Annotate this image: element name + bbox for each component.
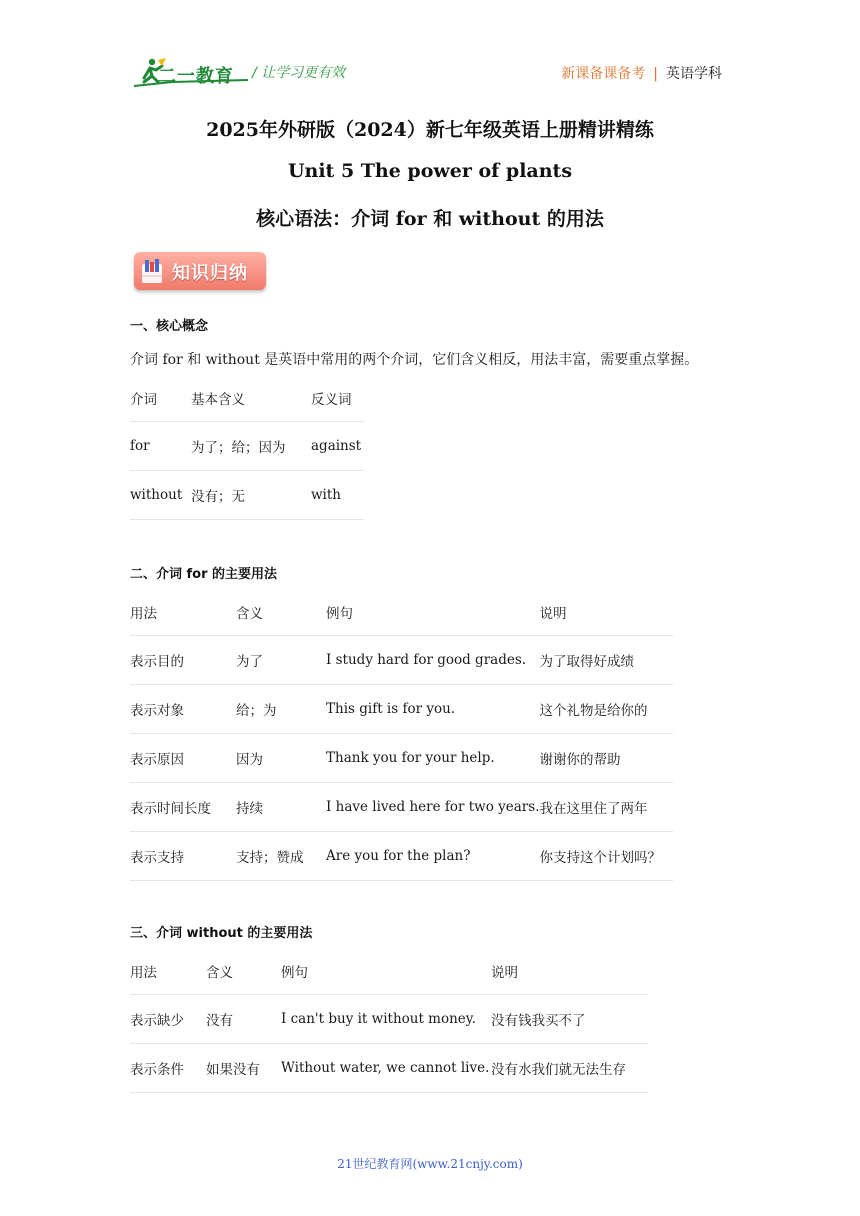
table-cell: for: [130, 422, 191, 471]
table-cell: 持续: [236, 783, 326, 832]
table-cell: 表示对象: [130, 685, 236, 734]
table-cell: 这个礼物是给你的: [539, 685, 673, 734]
table-cell: 为了: [236, 636, 326, 685]
section-heading-without-usage: 三、介词 without 的主要用法: [130, 926, 313, 941]
knowledge-summary-badge: [134, 252, 266, 290]
table-cell: 表示缺少: [130, 995, 206, 1044]
column-header: 含义: [206, 948, 281, 995]
table-cell: 我在这里住了两年: [539, 783, 673, 832]
table-row: [130, 783, 673, 832]
table-cell: Are you for the plan?: [326, 832, 539, 881]
table-cell: 谢谢你的帮助: [539, 734, 673, 783]
table-row: [130, 685, 673, 734]
for-usage-table: [130, 589, 673, 881]
table-header-row: [130, 589, 673, 636]
prepositions-table: [130, 375, 364, 520]
table-cell: 没有；无: [191, 471, 311, 520]
table-cell: Thank you for your help.: [326, 734, 539, 783]
table-row: [130, 422, 364, 471]
table-cell: 表示目的: [130, 636, 236, 685]
table-cell: 没有水我们就无法生存: [491, 1044, 648, 1093]
table-header-row: [130, 948, 648, 995]
brand-slogan: / 让学习更有效: [252, 65, 346, 81]
column-header: 含义: [236, 589, 326, 636]
unit-title: Unit 5 The power of plants: [287, 160, 573, 182]
column-header: 说明: [491, 948, 648, 995]
intro-paragraph: 介词 for 和 without 是英语中常用的两个介词，它们含义相反，用法丰富，需要重点掌握。: [130, 352, 699, 368]
column-header: 基本含义: [191, 375, 311, 422]
column-header: 介词: [130, 375, 191, 422]
table-cell: 表示支持: [130, 832, 236, 881]
document-title: 2025年外研版（2024）新七年级英语上册精讲精练: [206, 119, 654, 141]
table-cell: 为了；给；因为: [191, 422, 311, 471]
column-header: 说明: [539, 589, 673, 636]
table-cell: 表示条件: [130, 1044, 206, 1093]
table-cell: I can't buy it without money.: [281, 995, 491, 1044]
header-tag-course: 新课备课备考: [561, 66, 646, 82]
table-row: [130, 832, 673, 881]
table-row: [130, 1044, 648, 1093]
table-cell: 表示原因: [130, 734, 236, 783]
table-cell: with: [311, 471, 364, 520]
table-cell: 因为: [236, 734, 326, 783]
table-cell: without: [130, 471, 191, 520]
column-header: 反义词: [311, 375, 364, 422]
column-header: 例句: [281, 948, 491, 995]
without-usage-table: [130, 948, 648, 1093]
table-cell: Without water, we cannot live.: [281, 1044, 491, 1093]
table-cell: This gift is for you.: [326, 685, 539, 734]
column-header: 例句: [326, 589, 539, 636]
table-row: [130, 995, 648, 1044]
column-header: 用法: [130, 589, 236, 636]
table-cell: 表示时间长度: [130, 783, 236, 832]
table-header-row: [130, 375, 364, 422]
table-cell: 没有: [206, 995, 281, 1044]
section-heading-core-concept: 一、核心概念: [130, 319, 209, 334]
table-row: [130, 734, 673, 783]
section-heading-for-usage: 二、介词 for 的主要用法: [130, 567, 278, 582]
column-header: 用法: [130, 948, 206, 995]
table-cell: 没有钱我买不了: [491, 995, 648, 1044]
header-separator: |: [653, 66, 658, 82]
grammar-title: 核心语法：介词 for 和 without 的用法: [256, 208, 604, 230]
table-row: [130, 471, 364, 520]
table-cell: 为了取得好成绩: [539, 636, 673, 685]
brand-name: 二一教育: [158, 66, 234, 87]
table-cell: 给；为: [236, 685, 326, 734]
header-tag-subject: 英语学科: [666, 66, 722, 82]
table-cell: 你支持这个计划吗？: [539, 832, 673, 881]
book-icon: [141, 258, 163, 284]
table-cell: 支持；赞成: [236, 832, 326, 881]
table-cell: I have lived here for two years.: [326, 783, 539, 832]
table-row: [130, 636, 673, 685]
badge-label: 知识归纳: [172, 263, 248, 284]
header-tags: [561, 63, 722, 83]
table-cell: I study hard for good grades.: [326, 636, 539, 685]
table-cell: 如果没有: [206, 1044, 281, 1093]
footer-link[interactable]: 21世纪教育网(www.21cnjy.com): [337, 1157, 523, 1171]
table-cell: against: [311, 422, 364, 471]
